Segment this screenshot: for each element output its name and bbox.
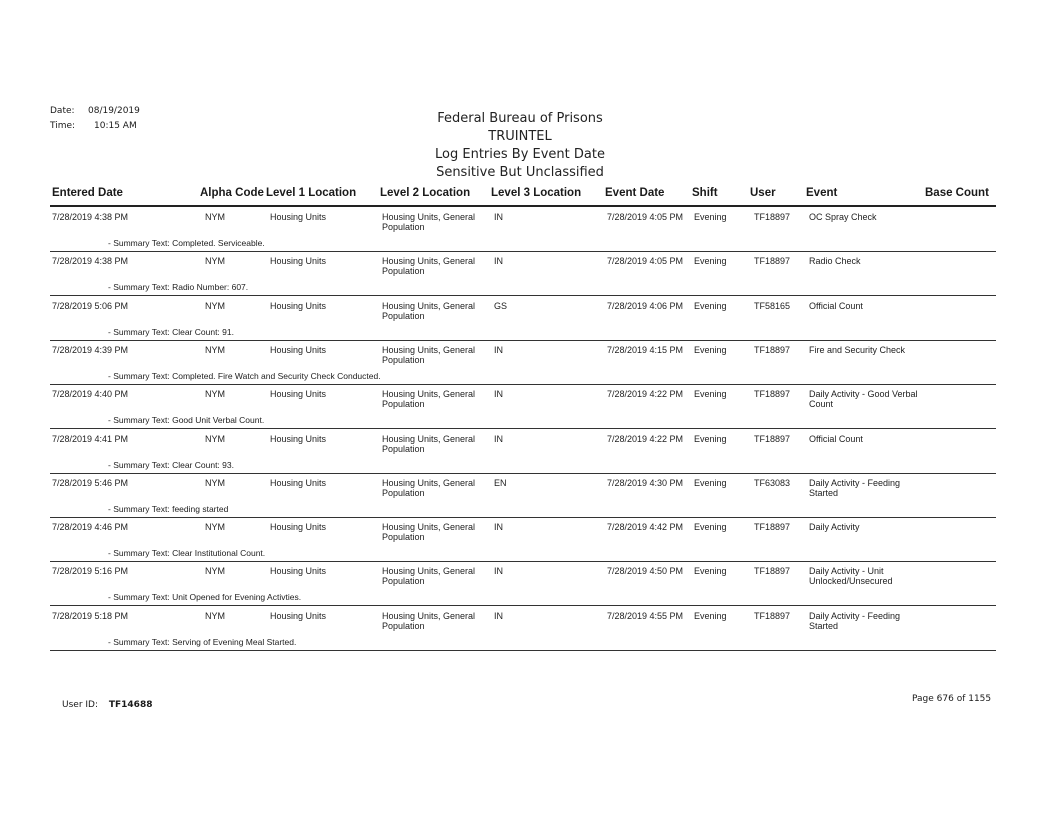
report-title-system: TRUINTEL: [488, 129, 552, 144]
l1-cell: Housing Units: [270, 389, 327, 399]
l1-cell: Housing Units: [270, 611, 327, 621]
report-date: [50, 106, 140, 116]
col-header-level3: Level 3 Location: [491, 187, 582, 199]
event-name-line1: Official Count: [809, 301, 863, 311]
page-number: Page 676 of 1155: [912, 694, 992, 704]
user-cell: TF63083: [754, 478, 791, 488]
l1-cell: Housing Units: [270, 566, 327, 576]
alpha-cell: NYM: [205, 566, 225, 576]
table-row: [0, 476, 1056, 520]
level2-location-line2: Population: [382, 222, 425, 232]
shift-cell: Evening: [694, 522, 727, 532]
level2-location-cell: [382, 611, 475, 631]
entered-cell: 7/28/2019 4:41 PM: [52, 434, 129, 444]
entered-cell: 7/28/2019 5:16 PM: [52, 566, 129, 576]
summary-text: - Summary Text: Completed. Serviceable.: [108, 238, 265, 248]
event-cell: [809, 345, 905, 355]
alpha-cell: NYM: [205, 212, 225, 222]
event-cell: [809, 522, 860, 532]
table-row: [0, 432, 1056, 476]
event-name-line1: Daily Activity - Feeding: [809, 478, 901, 488]
date-label: Date:: [50, 106, 75, 116]
table-row: [0, 609, 1056, 653]
level2-location-line2: Population: [382, 399, 425, 409]
level2-location-line1: Housing Units, General: [382, 478, 476, 488]
event-name-line1: Daily Activity - Good Verbal: [809, 389, 918, 399]
table-row: [0, 564, 1056, 608]
event-name-line2: Started: [809, 488, 839, 498]
row-divider: [50, 650, 996, 651]
shift-cell: Evening: [694, 566, 727, 576]
entered-cell: 7/28/2019 4:46 PM: [52, 522, 129, 532]
row-divider: [50, 473, 996, 474]
event-cell: [809, 212, 877, 222]
l3-cell: IN: [494, 434, 503, 444]
level2-location-cell: [382, 566, 475, 586]
event-date-cell: 7/28/2019 4:22 PM: [607, 434, 684, 444]
alpha-cell: NYM: [205, 434, 225, 444]
entered-cell: 7/28/2019 4:39 PM: [52, 345, 129, 355]
l3-cell: IN: [494, 212, 503, 222]
date-value: 08/19/2019: [88, 106, 140, 116]
event-name-line2: Count: [809, 399, 834, 409]
level2-location-cell: [382, 478, 475, 498]
level2-location-line1: Housing Units, General: [382, 301, 476, 311]
summary-text: - Summary Text: Good Unit Verbal Count.: [108, 415, 265, 425]
shift-cell: Evening: [694, 301, 727, 311]
event-cell: [809, 611, 900, 631]
row-divider: [50, 428, 996, 429]
col-header-event: Event: [806, 187, 838, 199]
table-row: [0, 520, 1056, 564]
col-header-level2: Level 2 Location: [380, 187, 471, 199]
row-divider: [50, 561, 996, 562]
event-name-line2: Started: [809, 621, 839, 631]
level2-location-line1: Housing Units, General: [382, 434, 476, 444]
user-cell: TF18897: [754, 434, 791, 444]
event-date-cell: 7/28/2019 4:30 PM: [607, 478, 684, 488]
col-header-entered-date: Entered Date: [52, 187, 123, 199]
report-classification: Sensitive But Unclassified: [436, 165, 604, 180]
level2-location-line2: Population: [382, 621, 425, 631]
col-header-shift: Shift: [692, 187, 718, 199]
event-name-line1: Radio Check: [809, 256, 861, 266]
table-row: [0, 387, 1056, 431]
level2-location-cell: [382, 212, 475, 232]
l3-cell: IN: [494, 522, 503, 532]
entered-cell: 7/28/2019 5:46 PM: [52, 478, 129, 488]
event-date-cell: 7/28/2019 4:42 PM: [607, 522, 684, 532]
level2-location-line1: Housing Units, General: [382, 345, 476, 355]
time-label: Time:: [50, 121, 76, 131]
row-divider: [50, 340, 996, 341]
entered-cell: 7/28/2019 5:06 PM: [52, 301, 129, 311]
l1-cell: Housing Units: [270, 301, 327, 311]
table-row: [0, 343, 1056, 387]
row-divider: [50, 251, 996, 252]
level2-location-line1: Housing Units, General: [382, 256, 476, 266]
summary-text: - Summary Text: Unit Opened for Evening Activties.: [108, 592, 302, 602]
table-row: [0, 210, 1056, 254]
l3-cell: EN: [494, 478, 507, 488]
alpha-cell: NYM: [205, 611, 225, 621]
shift-cell: Evening: [694, 212, 727, 222]
alpha-cell: NYM: [205, 345, 225, 355]
event-name-line1: Fire and Security Check: [809, 345, 906, 355]
summary-text: - Summary Text: Clear Count: 91.: [108, 327, 234, 337]
user-cell: TF18897: [754, 611, 791, 621]
alpha-cell: NYM: [205, 256, 225, 266]
report-title-name: Log Entries By Event Date: [435, 147, 605, 162]
alpha-cell: NYM: [205, 389, 225, 399]
header-rule: [50, 205, 996, 207]
report-title-block: [380, 110, 660, 182]
level2-location-line1: Housing Units, General: [382, 389, 476, 399]
row-divider: [50, 295, 996, 296]
shift-cell: Evening: [694, 434, 727, 444]
event-date-cell: 7/28/2019 4:06 PM: [607, 301, 684, 311]
row-divider: [50, 605, 996, 606]
event-cell: [809, 389, 918, 409]
level2-location-line2: Population: [382, 444, 425, 454]
l1-cell: Housing Units: [270, 256, 327, 266]
l1-cell: Housing Units: [270, 434, 327, 444]
level2-location-line2: Population: [382, 311, 425, 321]
report-time: [50, 121, 137, 131]
l1-cell: Housing Units: [270, 212, 327, 222]
col-header-alpha-code: Alpha Code: [200, 187, 264, 199]
event-name-line1: OC Spray Check: [809, 212, 877, 222]
l3-cell: IN: [494, 345, 503, 355]
l1-cell: Housing Units: [270, 522, 327, 532]
l1-cell: Housing Units: [270, 345, 327, 355]
event-cell: [809, 478, 900, 498]
alpha-cell: NYM: [205, 478, 225, 488]
event-name-line1: Daily Activity: [809, 522, 860, 532]
shift-cell: Evening: [694, 478, 727, 488]
l3-cell: IN: [494, 256, 503, 266]
user-cell: TF18897: [754, 522, 791, 532]
l3-cell: IN: [494, 389, 503, 399]
summary-text: - Summary Text: Clear Count: 93.: [108, 460, 234, 470]
footer-user: [62, 700, 152, 710]
level2-location-cell: [382, 256, 475, 276]
table-row: [0, 299, 1056, 343]
report-title-agency: Federal Bureau of Prisons: [437, 111, 603, 126]
level2-location-line1: Housing Units, General: [382, 611, 476, 621]
event-name-line2: Unlocked/Unsecured: [809, 576, 893, 586]
user-cell: TF18897: [754, 389, 791, 399]
alpha-cell: NYM: [205, 522, 225, 532]
event-name-line1: Daily Activity - Unit: [809, 566, 884, 576]
user-cell: TF18897: [754, 345, 791, 355]
shift-cell: Evening: [694, 345, 727, 355]
user-cell: TF18897: [754, 256, 791, 266]
alpha-cell: NYM: [205, 301, 225, 311]
l3-cell: IN: [494, 566, 503, 576]
footer-user-value: TF14688: [108, 700, 153, 710]
row-divider: [50, 384, 996, 385]
footer-user-label: User ID:: [62, 700, 98, 710]
entered-cell: 7/28/2019 4:38 PM: [52, 212, 129, 222]
col-header-event-date: Event Date: [605, 187, 665, 199]
level2-location-line2: Population: [382, 355, 425, 365]
level2-location-cell: [382, 522, 475, 542]
event-cell: [809, 301, 863, 311]
l1-cell: Housing Units: [270, 478, 327, 488]
entered-cell: 7/28/2019 5:18 PM: [52, 611, 129, 621]
event-date-cell: 7/28/2019 4:05 PM: [607, 212, 684, 222]
entered-cell: 7/28/2019 4:38 PM: [52, 256, 129, 266]
level2-location-cell: [382, 301, 475, 321]
col-header-level1: Level 1 Location: [266, 187, 357, 199]
level2-location-line1: Housing Units, General: [382, 566, 476, 576]
l3-cell: GS: [494, 301, 508, 311]
user-cell: TF58165: [754, 301, 791, 311]
event-cell: [809, 256, 861, 266]
l3-cell: IN: [494, 611, 503, 621]
event-cell: [809, 566, 893, 586]
summary-text: - Summary Text: Radio Number: 607.: [108, 282, 249, 292]
user-cell: TF18897: [754, 566, 791, 576]
user-cell: TF18897: [754, 212, 791, 222]
event-date-cell: 7/28/2019 4:50 PM: [607, 566, 684, 576]
level2-location-line2: Population: [382, 576, 425, 586]
entered-cell: 7/28/2019 4:40 PM: [52, 389, 129, 399]
level2-location-line1: Housing Units, General: [382, 212, 476, 222]
shift-cell: Evening: [694, 256, 727, 266]
col-header-user: User: [750, 187, 776, 199]
level2-location-cell: [382, 434, 475, 454]
summary-text: - Summary Text: Clear Institutional Count.: [108, 548, 266, 558]
shift-cell: Evening: [694, 389, 727, 399]
event-date-cell: 7/28/2019 4:05 PM: [607, 256, 684, 266]
summary-text: - Summary Text: feeding started: [108, 504, 229, 514]
event-name-line1: Official Count: [809, 434, 863, 444]
level2-location-cell: [382, 389, 475, 409]
row-divider: [50, 517, 996, 518]
level2-location-cell: [382, 345, 475, 365]
summary-text: - Summary Text: Serving of Evening Meal Started.: [108, 637, 297, 647]
level2-location-line2: Population: [382, 488, 425, 498]
event-date-cell: 7/28/2019 4:22 PM: [607, 389, 684, 399]
col-header-base-count: Base Count: [925, 187, 989, 199]
level2-location-line2: Population: [382, 266, 425, 276]
summary-text: - Summary Text: Completed. Fire Watch and Security Check Conducted.: [108, 371, 381, 381]
event-date-cell: 7/28/2019 4:15 PM: [607, 345, 684, 355]
time-value: 10:15 AM: [94, 121, 137, 131]
shift-cell: Evening: [694, 611, 727, 621]
level2-location-line1: Housing Units, General: [382, 522, 476, 532]
level2-location-line2: Population: [382, 532, 425, 542]
event-date-cell: 7/28/2019 4:55 PM: [607, 611, 684, 621]
table-row: [0, 254, 1056, 298]
event-name-line1: Daily Activity - Feeding: [809, 611, 901, 621]
event-cell: [809, 434, 863, 444]
